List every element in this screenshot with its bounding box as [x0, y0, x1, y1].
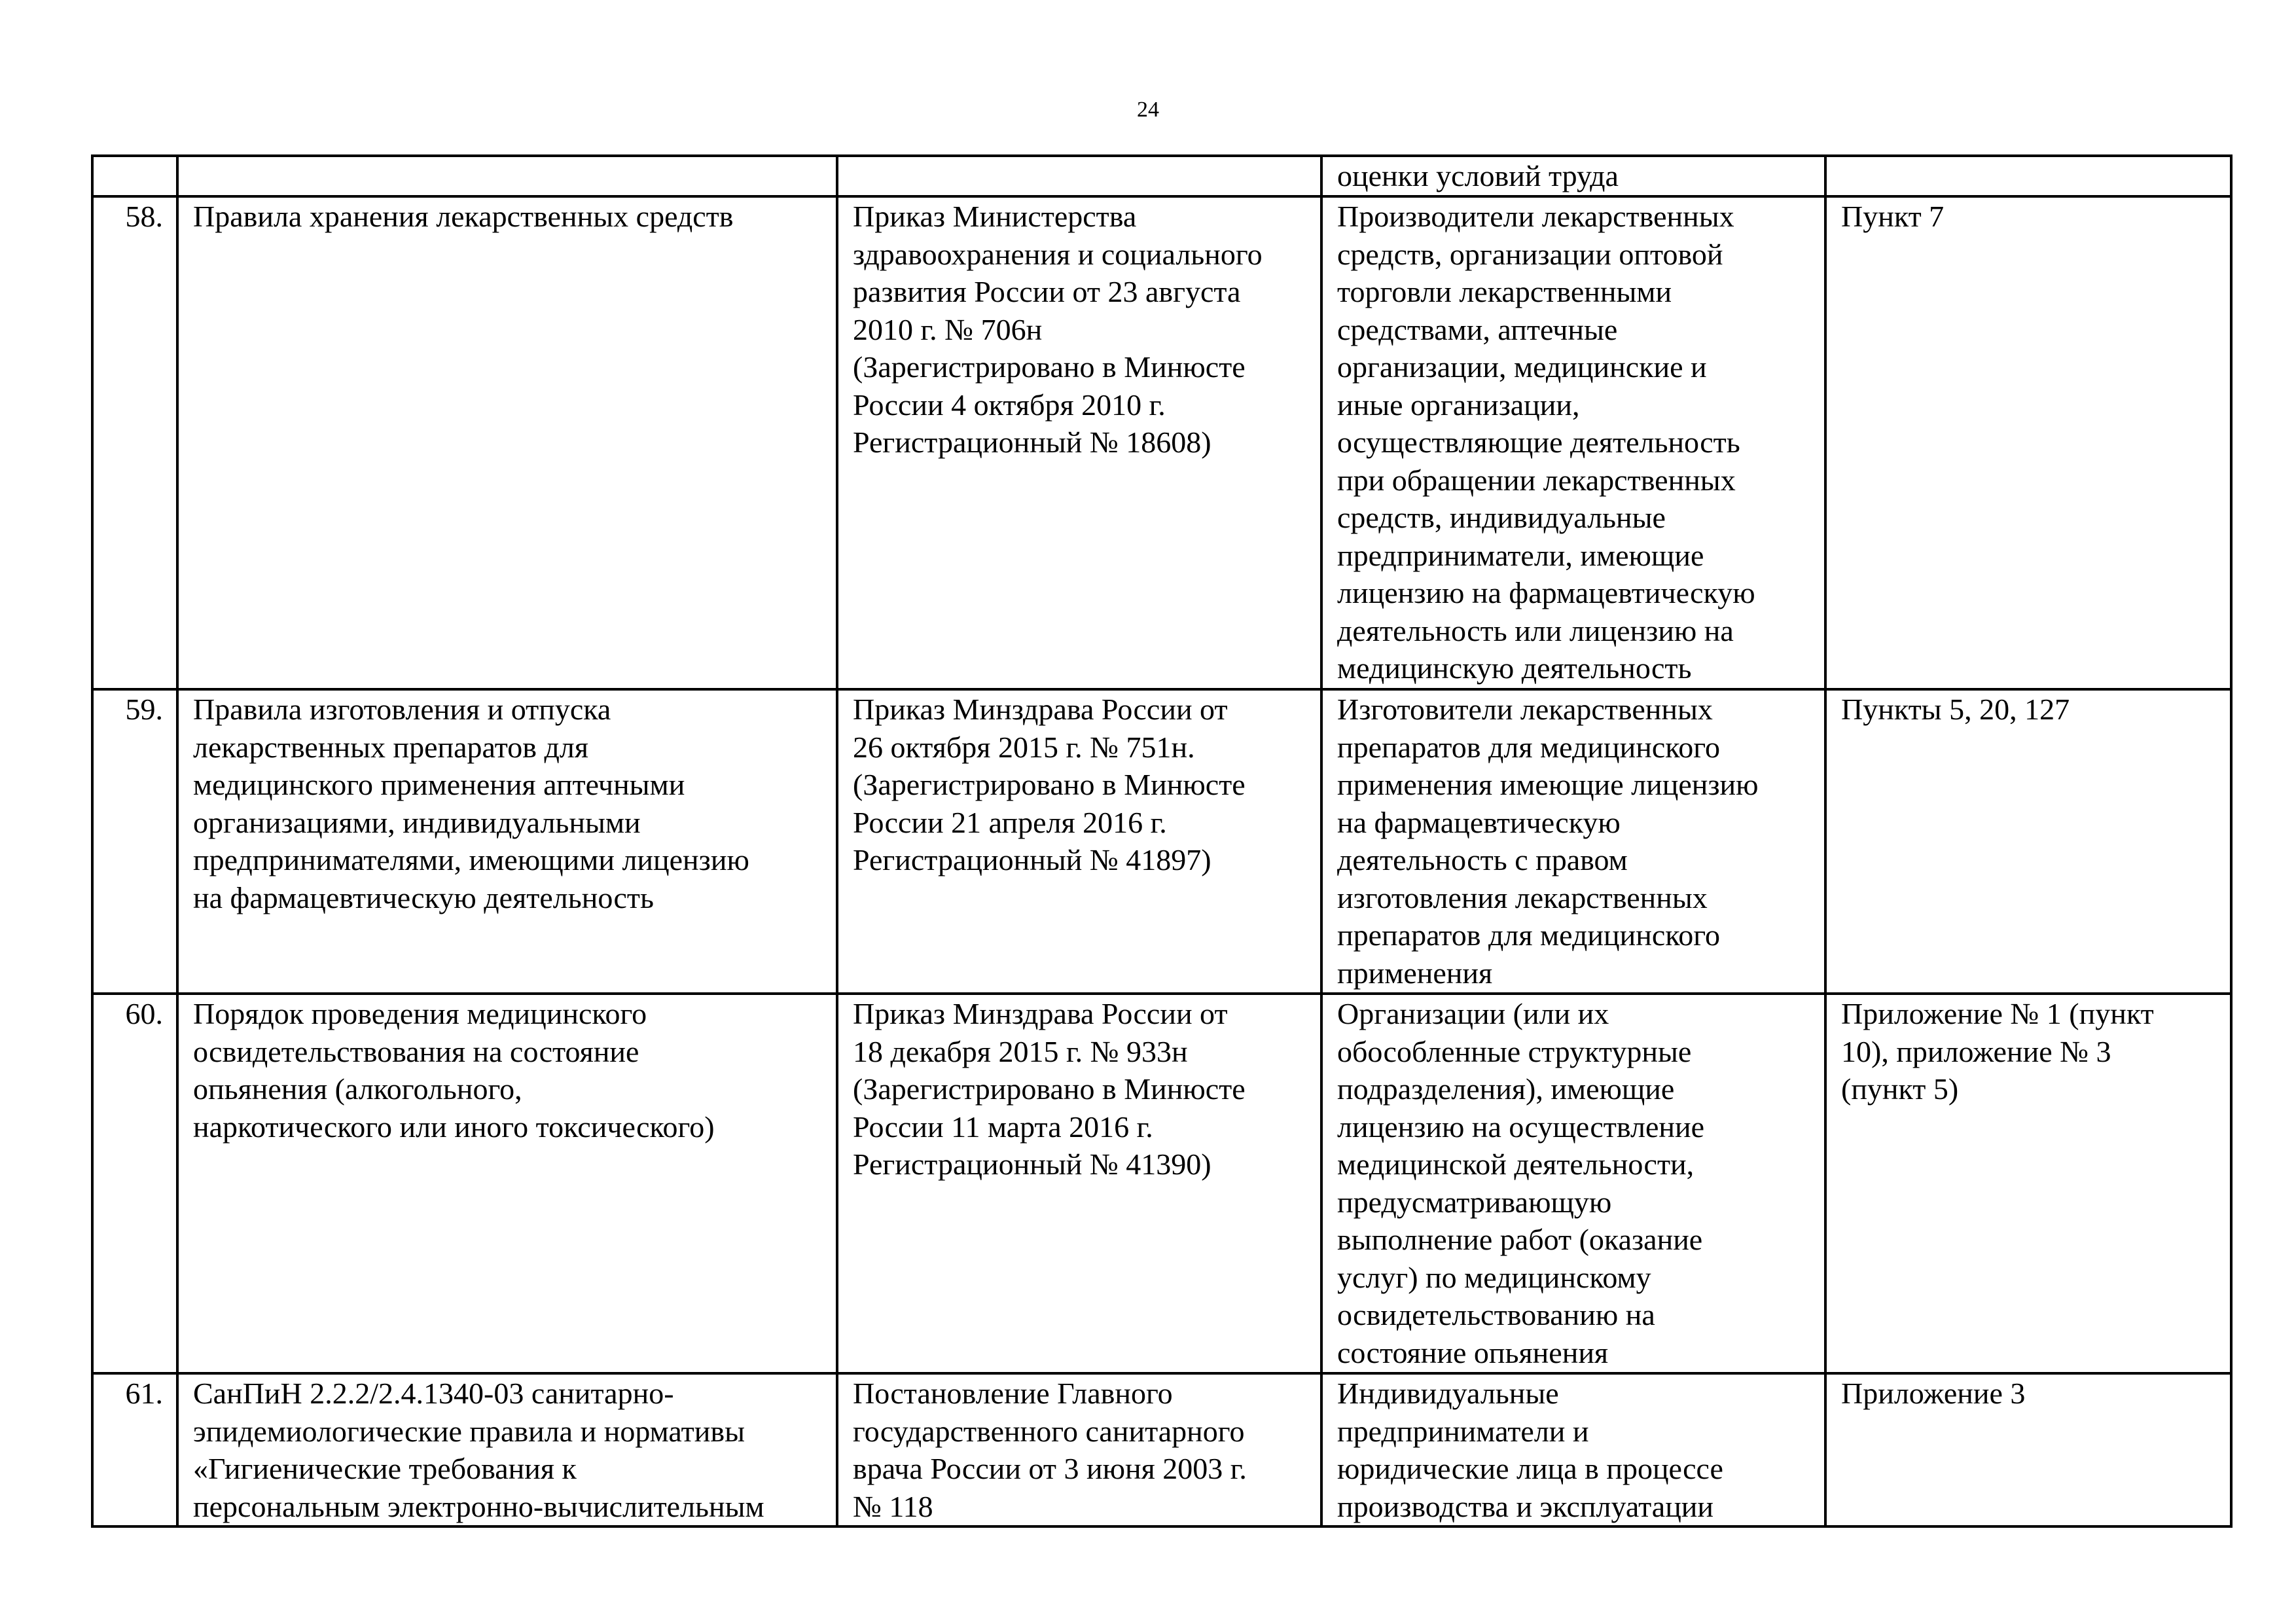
obligated-subjects: Изготовители лекарственных препаратов для медицинского применения имеющие лицензию на фармацевтическую деятельность с правом изготовления лекарственных препаратов для медицинского применения — [1321, 689, 1825, 994]
row-number: 59. — [92, 689, 177, 994]
approving-act: Постановление Главного государственного санитарного врача России от 3 июня 2003 г. № 118 — [837, 1373, 1321, 1526]
table-row — [92, 196, 2231, 689]
approving-act: Приказ Министерства здравоохранения и социального развития России от 23 августа 2010 г. № 706н (Зарегистрировано в Минюсте России 4 октября 2010 г. Регистрационный № 18608) — [837, 196, 1321, 689]
row-number: 61. — [92, 1373, 177, 1526]
table-row — [92, 156, 2231, 196]
document-name: Правила изготовления и отпуска лекарственных препаратов для медицинского применения аптечными организациями, индивидуальными предпринимателями, имеющими лицензию на фармацевтическую деятельность — [177, 689, 837, 994]
page-number: 24 — [1137, 98, 1159, 122]
obligated-subjects: Производители лекарственных средств, организации оптовой торговли лекарственными средствами, аптечные организации, медицинские и иные организации, осуществляющие деятельность при обращении лекарственных средств, индивидуальные предприниматели, имеющие лицензию на фармацевтическую деятельность или лицензию на медицинскую деятельность — [1321, 196, 1825, 689]
applicable-clauses: Пункты 5, 20, 127 — [1825, 689, 2231, 994]
document-name: Порядок проведения медицинского освидетельствования на состояние опьянения (алкогольного, наркотического или иного токсического) — [177, 994, 837, 1373]
table-row — [92, 689, 2231, 994]
row-number: 60. — [92, 994, 177, 1373]
applicable-clauses — [1825, 156, 2231, 196]
row-number: 58. — [92, 196, 177, 689]
obligated-subjects: Организации (или их обособленные структурные подразделения), имеющие лицензию на осуществление медицинской деятельности, предусматривающую выполнение работ (оказание услуг) по медицинскому освидетельствованию на состояние опьянения — [1321, 994, 1825, 1373]
document-name — [177, 156, 837, 196]
approving-act: Приказ Минздрава России от 26 октября 2015 г. № 751н. (Зарегистрировано в Минюсте России 21 апреля 2016 г. Регистрационный № 41897) — [837, 689, 1321, 994]
table-row — [92, 994, 2231, 1373]
row-number — [92, 156, 177, 196]
applicable-clauses: Пункт 7 — [1825, 196, 2231, 689]
document-name: СанПиН 2.2.2/2.4.1340-03 санитарно- эпидемиологические правила и нормативы «Гигиенические требования к персональным электронно-вычислительным — [177, 1373, 837, 1526]
document-name: Правила хранения лекарственных средств — [177, 196, 837, 689]
table-row — [92, 1373, 2231, 1526]
applicable-clauses: Приложение № 1 (пункт 10), приложение № 3 (пункт 5) — [1825, 994, 2231, 1373]
approving-act — [837, 156, 1321, 196]
obligated-subjects: оценки условий труда — [1321, 156, 1825, 196]
obligated-subjects: Индивидуальные предприниматели и юридические лица в процессе производства и эксплуатации — [1321, 1373, 1825, 1526]
approving-act: Приказ Минздрава России от 18 декабря 2015 г. № 933н (Зарегистрировано в Минюсте России 11 марта 2016 г. Регистрационный № 41390) — [837, 994, 1321, 1373]
applicable-clauses: Приложение 3 — [1825, 1373, 2231, 1526]
regulations-table — [91, 154, 2233, 1528]
